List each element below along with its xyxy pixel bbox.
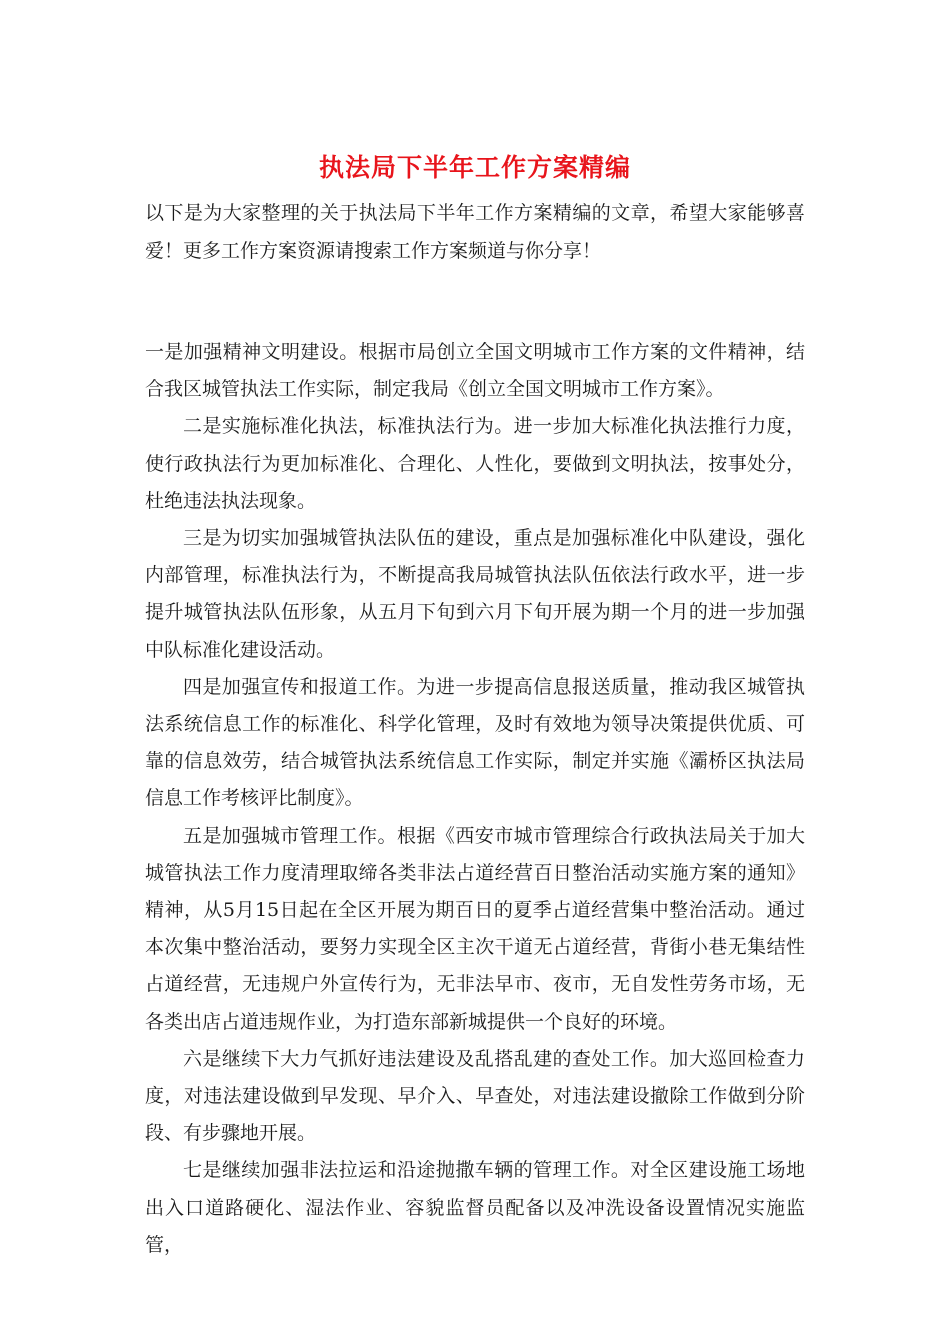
- document-body: [145, 334, 805, 1264]
- body-paragraph-5: 五是加强城市管理工作。根据《西安市城市管理综合行政执法局关于加大城管执法工作力度清理取缔各类非法占道经营百日整治活动实施方案的通知》精神，从5月15日起在全区开展为期百日的夏季占道经营集中整治活动。通过本次集中整治活动，要努力实现全区主次干道无占道经营，背街小巷无集结性占道经营，无违规户外宣传行为，无非法早市、夜市，无自发性劳务市场，无各类出店占道违规作业，为打造东部新城提供一个良好的环境。: [145, 824, 805, 1033]
- body-paragraph-7: 七是继续加强非法拉运和沿途抛撒车辆的管理工作。对全区建设施工场地出入口道路硬化、湿法作业、容貌监督员配备以及冲洗设备设置情况实施监管，: [145, 1159, 805, 1256]
- body-paragraph-6: 六是继续下大力气抓好违法建设及乱搭乱建的查处工作。加大巡回检查力度，对违法建设做到早发现、早介入、早查处，对违法建设撤除工作做到分阶段、有步骤地开展。: [145, 1047, 805, 1145]
- body-paragraph-2: 二是实施标准化执法，标准执法行为。进一步加大标准化执法推行力度，使行政执法行为更加标准化、合理化、人性化，要做到文明执法，按事处分，杜绝违法执法现象。: [145, 415, 805, 512]
- body-paragraph-4: 四是加强宣传和报道工作。为进一步提高信息报送质量，推动我区城管执法系统信息工作的标准化、科学化管理，及时有效地为领导决策提供优质、可靠的信息效劳，结合城管执法系统信息工作实际，制定并实施《灞桥区执法局信息工作考核评比制度》。: [145, 675, 805, 810]
- intro-paragraph: 以下是为大家整理的关于执法局下半年工作方案精编的文章，希望大家能够喜爱！更多工作方案资源请搜索工作方案频道与你分享！: [145, 202, 805, 262]
- body-paragraph-3: 三是为切实加强城管执法队伍的建设，重点是加强标准化中队建设，强化内部管理，标准执法行为，不断提高我局城管执法队伍依法行政水平，进一步提升城管执法队伍形象，从五月下旬到六月下旬开展为期一个月的进一步加强中队标准化建设活动。: [145, 527, 805, 661]
- document-title: 执法局下半年工作方案精编: [318, 153, 631, 182]
- body-paragraph-1: 一是加强精神文明建设。根据市局创立全国文明城市工作方案的文件精神，结合我区城管执法工作实际，制定我局《创立全国文明城市工作方案》。: [145, 341, 805, 401]
